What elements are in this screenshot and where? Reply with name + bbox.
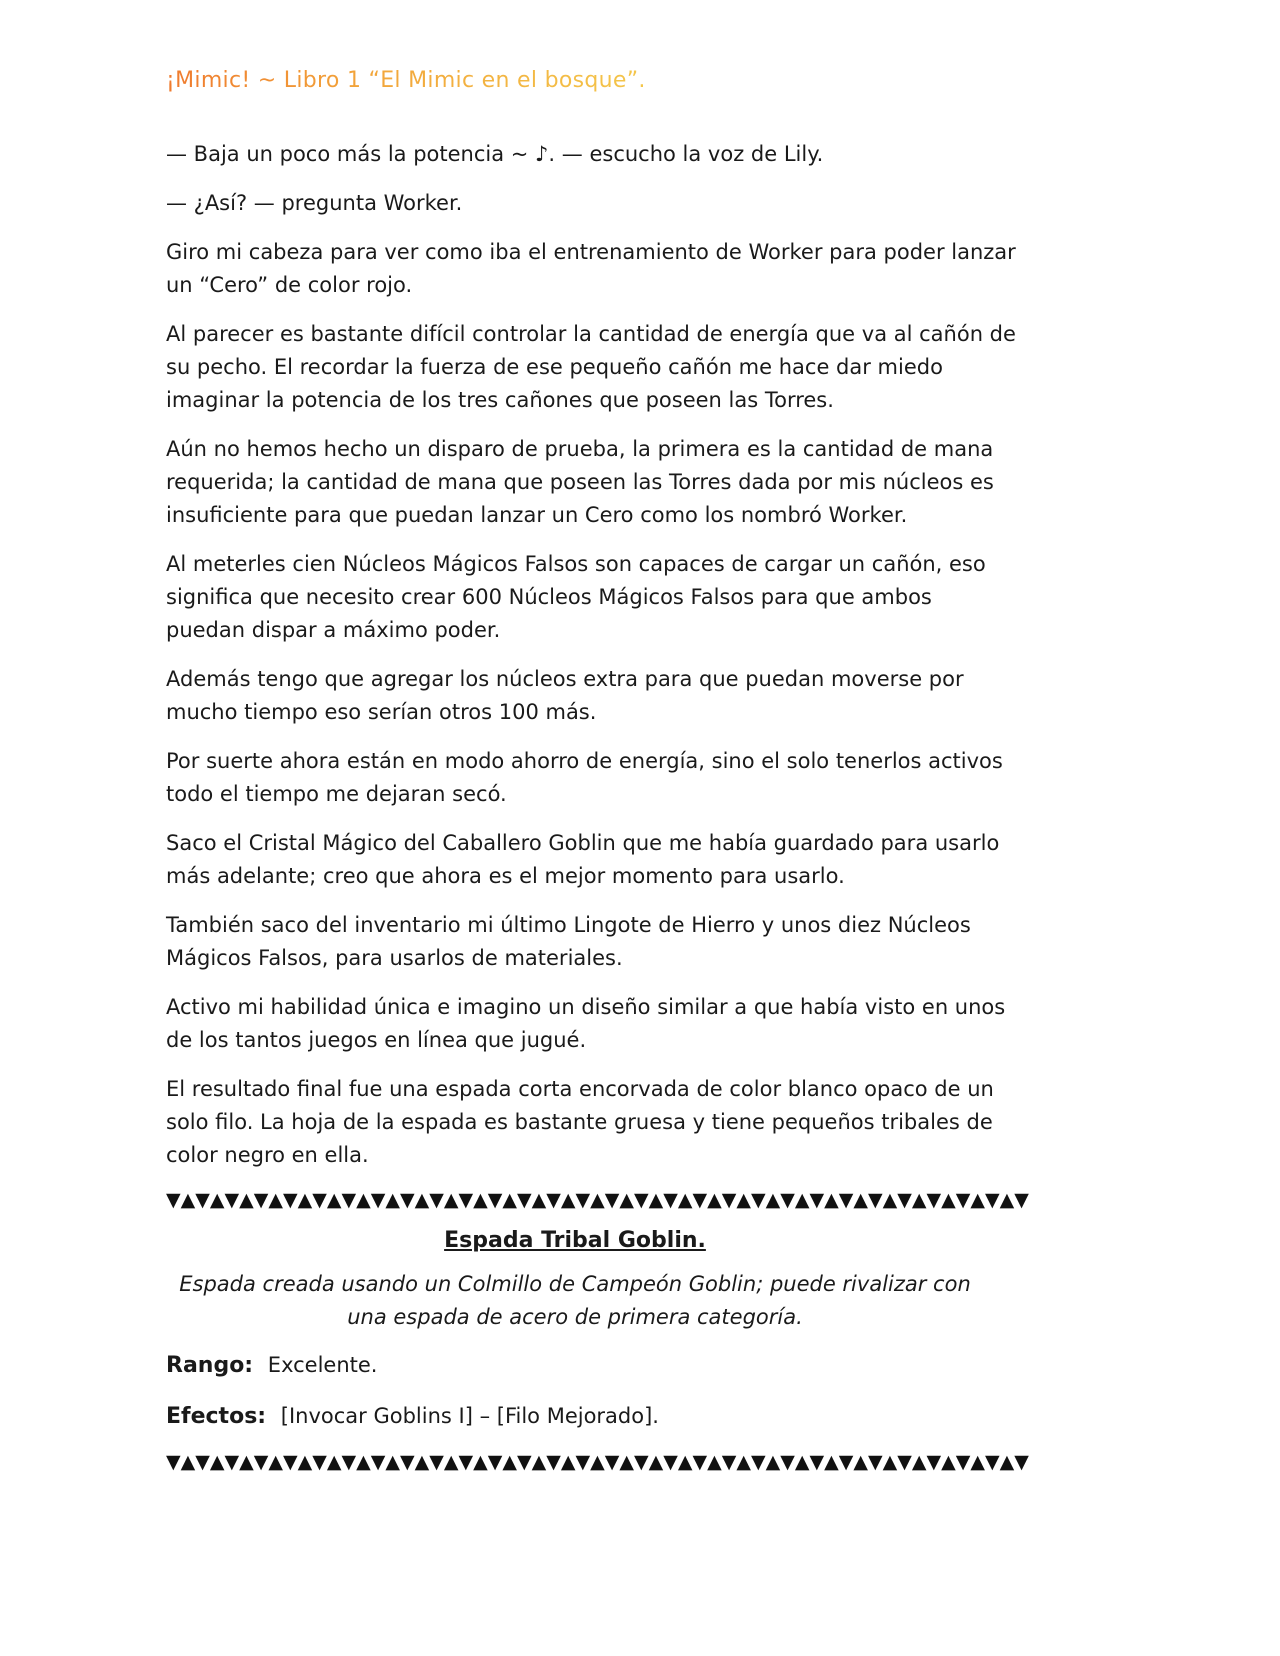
triangle-up-icon: ▲ [560, 1451, 576, 1473]
effects-row [166, 1399, 1016, 1434]
triangle-down-icon: ▼ [546, 1189, 561, 1211]
triangle-down-icon: ▼ [400, 1451, 415, 1473]
triangle-down-icon: ▼ [897, 1451, 912, 1473]
triangle-up-icon: ▲ [853, 1451, 868, 1473]
triangle-up-icon: ▲ [677, 1189, 693, 1211]
triangle-down-icon: ▼ [604, 1189, 620, 1211]
triangle-down-icon: ▼ [224, 1451, 240, 1473]
item-title: Espada Tribal Goblin. [444, 1228, 706, 1253]
triangle-up-icon: ▲ [209, 1451, 225, 1473]
triangle-up-icon: ▲ [648, 1451, 664, 1473]
triangle-up-icon: ▲ [707, 1189, 722, 1211]
triangle-up-icon: ▲ [502, 1189, 517, 1211]
paragraph: También saco del inventario mi último Lingote de Hierro y unos diez Núcleos Mágicos Falsos, para usarlos de materiales. [166, 913, 971, 970]
paragraph: — ¿Así? — pregunta Worker. [166, 191, 463, 215]
triangle-up-icon: ▲ [677, 1451, 693, 1473]
effects-label: Efectos: [166, 1404, 267, 1429]
paragraph: Al meterles cien Núcleos Mágicos Falsos son capaces de cargar un cañón, eso significa que necesito crear 600 Núcleos Mágicos Falsos para que ambos puedan dispar a máximo poder. [166, 552, 986, 642]
triangle-down-icon: ▼ [985, 1189, 1000, 1211]
triangle-up-icon: ▲ [765, 1189, 781, 1211]
triangle-up-icon: ▲ [736, 1451, 751, 1473]
triangle-up-icon: ▲ [385, 1189, 400, 1211]
triangle-up-icon: ▲ [473, 1451, 488, 1473]
triangle-up-icon: ▲ [648, 1189, 664, 1211]
triangle-down-icon: ▼ [838, 1189, 854, 1211]
triangle-down-icon: ▼ [224, 1189, 240, 1211]
triangle-up-icon: ▲ [239, 1451, 254, 1473]
paragraph: Además tengo que agregar los núcleos extra para que puedan moverse por mucho tiempo eso serían otros 100 más. [166, 667, 964, 724]
triangle-down-icon: ▼ [166, 1189, 181, 1211]
paragraph: Por suerte ahora están en modo ahorro de energía, sino el solo tenerlos activos todo el tiempo me dejaran secó. [166, 749, 1003, 806]
triangle-up-icon: ▲ [765, 1451, 781, 1473]
triangle-down-icon: ▼ [429, 1189, 444, 1211]
triangle-down-icon: ▼ [1014, 1189, 1029, 1211]
triangle-down-icon: ▼ [283, 1189, 298, 1211]
triangle-up-icon: ▲ [414, 1189, 430, 1211]
triangle-down-icon: ▼ [312, 1451, 327, 1473]
triangle-down-icon: ▼ [312, 1189, 327, 1211]
triangle-down-icon: ▼ [751, 1189, 766, 1211]
triangle-up-icon: ▲ [180, 1189, 196, 1211]
triangle-down-icon: ▼ [458, 1189, 474, 1211]
triangle-up-icon: ▲ [999, 1189, 1015, 1211]
triangle-down-icon: ▼ [721, 1451, 737, 1473]
triangle-up-icon: ▲ [209, 1189, 225, 1211]
triangle-down-icon: ▼ [809, 1189, 825, 1211]
triangle-down-icon: ▼ [546, 1451, 561, 1473]
triangle-down-icon: ▼ [604, 1451, 620, 1473]
triangle-down-icon: ▼ [341, 1189, 357, 1211]
triangle-down-icon: ▼ [370, 1189, 386, 1211]
triangle-down-icon: ▼ [897, 1189, 912, 1211]
rank-value: Excelente. [267, 1353, 378, 1377]
effects-value: [Invocar Goblins I] – [Filo Mejorado]. [280, 1404, 659, 1428]
triangle-down-icon: ▼ [195, 1451, 210, 1473]
item-description: Espada creada usando un Colmillo de Campeón Goblin; puede rivalizar con una espada de acero de primera categoría. [179, 1272, 971, 1329]
triangle-down-icon: ▼ [517, 1451, 532, 1473]
paragraph: — Baja un poco más la potencia ~ ♪. — escucho la voz de Lily. [166, 142, 824, 166]
triangle-up-icon: ▲ [268, 1189, 283, 1211]
triangle-down-icon: ▼ [253, 1451, 269, 1473]
triangle-up-icon: ▲ [824, 1189, 839, 1211]
triangle-down-icon: ▼ [926, 1189, 942, 1211]
paragraph: Saco el Cristal Mágico del Caballero Goblin que me había guardado para usarlo más adelante; creo que ahora es el mejor momento para usarlo. [166, 831, 1000, 888]
triangle-down-icon: ▼ [166, 1451, 181, 1473]
triangle-down-icon: ▼ [955, 1189, 971, 1211]
triangle-down-icon: ▼ [341, 1451, 357, 1473]
triangle-down-icon: ▼ [253, 1189, 269, 1211]
triangle-down-icon: ▼ [809, 1451, 825, 1473]
triangle-up-icon: ▲ [326, 1189, 342, 1211]
triangle-down-icon: ▼ [195, 1189, 210, 1211]
triangle-down-icon: ▼ [400, 1189, 415, 1211]
triangle-up-icon: ▲ [531, 1451, 547, 1473]
triangle-down-icon: ▼ [692, 1189, 708, 1211]
triangle-up-icon: ▲ [590, 1451, 605, 1473]
triangle-up-icon: ▲ [531, 1189, 547, 1211]
triangle-up-icon: ▲ [180, 1451, 196, 1473]
triangle-down-icon: ▼ [575, 1451, 591, 1473]
triangle-down-icon: ▼ [634, 1451, 649, 1473]
triangle-divider-top [166, 1188, 1029, 1212]
triangle-down-icon: ▼ [370, 1451, 386, 1473]
triangle-down-icon: ▼ [663, 1451, 678, 1473]
triangle-up-icon: ▲ [911, 1451, 927, 1473]
book-header: ¡Mimic! ~ Libro 1 “El Mimic en el bosque”. [166, 68, 646, 93]
triangle-down-icon: ▼ [780, 1189, 795, 1211]
triangle-down-icon: ▼ [868, 1189, 883, 1211]
triangle-up-icon: ▲ [473, 1189, 488, 1211]
triangle-up-icon: ▲ [619, 1451, 634, 1473]
triangle-up-icon: ▲ [443, 1189, 459, 1211]
paragraph: Giro mi cabeza para ver como iba el entrenamiento de Worker para poder lanzar un “Cero” de color rojo. [166, 240, 1016, 297]
triangle-up-icon: ▲ [911, 1189, 927, 1211]
triangle-up-icon: ▲ [502, 1451, 517, 1473]
triangle-down-icon: ▼ [838, 1451, 854, 1473]
triangle-down-icon: ▼ [575, 1189, 591, 1211]
rank-label: Rango: [166, 1353, 254, 1378]
triangle-down-icon: ▼ [868, 1451, 883, 1473]
triangle-down-icon: ▼ [1014, 1451, 1029, 1473]
triangle-up-icon: ▲ [794, 1189, 810, 1211]
triangle-up-icon: ▲ [970, 1189, 985, 1211]
rank-row [166, 1348, 1016, 1383]
triangle-up-icon: ▲ [794, 1451, 810, 1473]
triangle-up-icon: ▲ [443, 1451, 459, 1473]
triangle-down-icon: ▼ [517, 1189, 532, 1211]
triangle-up-icon: ▲ [414, 1451, 430, 1473]
triangle-up-icon: ▲ [941, 1189, 956, 1211]
triangle-down-icon: ▼ [985, 1451, 1000, 1473]
triangle-down-icon: ▼ [429, 1451, 444, 1473]
triangle-down-icon: ▼ [487, 1451, 503, 1473]
triangle-up-icon: ▲ [970, 1451, 985, 1473]
triangle-up-icon: ▲ [999, 1451, 1015, 1473]
triangle-up-icon: ▲ [385, 1451, 400, 1473]
triangle-up-icon: ▲ [619, 1189, 634, 1211]
triangle-up-icon: ▲ [882, 1189, 898, 1211]
paragraph: Activo mi habilidad única e imagino un diseño similar a que había visto en unos de los tantos juegos en línea que jugué. [166, 995, 1006, 1052]
triangle-up-icon: ▲ [326, 1451, 342, 1473]
triangle-up-icon: ▲ [356, 1451, 371, 1473]
triangle-up-icon: ▲ [736, 1189, 751, 1211]
paragraph: Al parecer es bastante difícil controlar la cantidad de energía que va al cañón de su pecho. El recordar la fuerza de ese pequeño cañón me hace dar miedo imaginar la potencia de los tres cañones que poseen las Torres. [166, 322, 1016, 412]
triangle-up-icon: ▲ [882, 1451, 898, 1473]
triangle-down-icon: ▼ [634, 1189, 649, 1211]
triangle-up-icon: ▲ [590, 1189, 605, 1211]
triangle-down-icon: ▼ [283, 1451, 298, 1473]
triangle-up-icon: ▲ [297, 1189, 313, 1211]
triangle-divider-bottom [166, 1450, 1029, 1474]
triangle-down-icon: ▼ [663, 1189, 678, 1211]
triangle-down-icon: ▼ [926, 1451, 942, 1473]
triangle-up-icon: ▲ [560, 1189, 576, 1211]
paragraph: El resultado final fue una espada corta encorvada de color blanco opaco de un solo filo. La hoja de la espada es bastante gruesa y tiene pequeños tribales de color negro en ella. [166, 1077, 994, 1167]
triangle-down-icon: ▼ [692, 1451, 708, 1473]
triangle-down-icon: ▼ [721, 1189, 737, 1211]
page-content [166, 138, 1029, 1486]
triangle-up-icon: ▲ [707, 1451, 722, 1473]
triangle-up-icon: ▲ [297, 1451, 313, 1473]
paragraph: Aún no hemos hecho un disparo de prueba, la primera es la cantidad de mana requerida; la cantidad de mana que poseen las Torres dada por mis núcleos es insuficiente para que puedan lanzar un Cero como los nombró Worker. [166, 437, 994, 527]
triangle-up-icon: ▲ [239, 1189, 254, 1211]
triangle-up-icon: ▲ [356, 1189, 371, 1211]
triangle-up-icon: ▲ [941, 1451, 956, 1473]
triangle-down-icon: ▼ [751, 1451, 766, 1473]
triangle-up-icon: ▲ [824, 1451, 839, 1473]
triangle-up-icon: ▲ [853, 1189, 868, 1211]
triangle-down-icon: ▼ [780, 1451, 795, 1473]
triangle-down-icon: ▼ [955, 1451, 971, 1473]
triangle-down-icon: ▼ [458, 1451, 474, 1473]
triangle-down-icon: ▼ [487, 1189, 503, 1211]
triangle-up-icon: ▲ [268, 1451, 283, 1473]
